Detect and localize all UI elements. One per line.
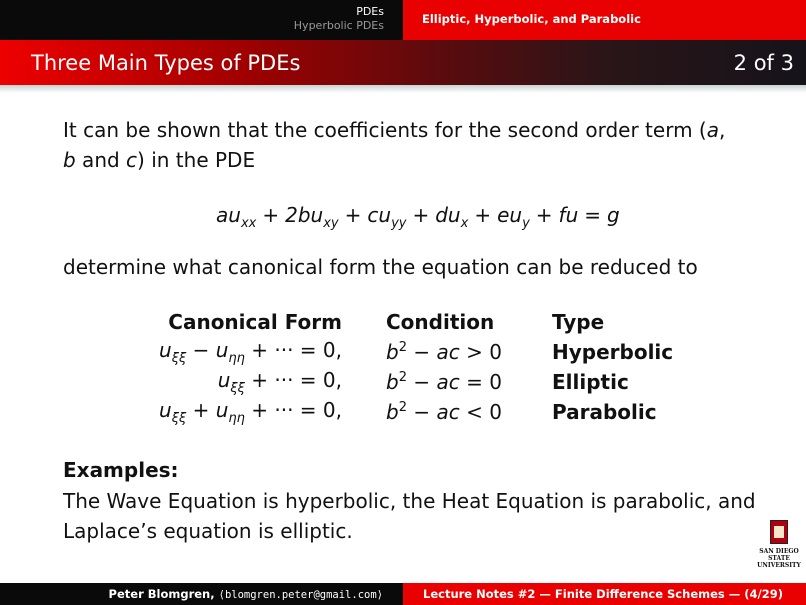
table-row-parabolic — [130, 397, 673, 427]
eq-equals: = — [584, 203, 602, 227]
footer-author — [0, 583, 403, 605]
type-cell: Parabolic — [552, 400, 657, 424]
logo-text — [756, 548, 802, 569]
sdsu-logo — [756, 520, 802, 569]
top-navigation-bar — [0, 0, 806, 40]
eq-coef: f — [558, 203, 566, 227]
type-cell: Elliptic — [552, 370, 629, 394]
eq-plus: + — [344, 203, 362, 227]
canonical-form-cell: $u_{\xi\xi}$ + ··· = 0, — [217, 368, 342, 396]
lecture-title: Lecture Notes #2 — Finite Difference Schemes — [423, 587, 725, 601]
current-topic — [403, 0, 806, 40]
page-counter: — (4/29) — [728, 587, 783, 601]
eq-plus: + — [474, 203, 492, 227]
table-header-row — [130, 307, 673, 337]
section-navigation — [0, 0, 403, 40]
eq-var: u — [509, 203, 523, 227]
eq-var: u — [310, 203, 324, 227]
examples-text: The Wave Equation is hyperbolic, the Heat Equation is parabolic, and Laplace’s equation is elliptic. — [63, 489, 756, 543]
intro-paragraph — [63, 115, 763, 175]
author-email: ⟨blomgren.peter@gmail.com⟩ — [218, 589, 383, 601]
eq-coef: 2b — [285, 203, 311, 227]
canonical-forms-table — [130, 307, 673, 427]
examples-heading: Examples: — [63, 458, 179, 482]
eq-sub: y — [522, 216, 530, 231]
table-row-elliptic — [130, 367, 673, 397]
condition-cell: $b^2$ − ac < 0 — [386, 400, 502, 424]
intro-text: It can be shown that the coefficients for the second order term ( — [63, 118, 707, 142]
determine-text: determine what canonical form the equation can be reduced to — [63, 255, 698, 279]
intro-and: and — [75, 148, 127, 172]
eq-sub: yy — [391, 216, 407, 231]
eq-plus: + — [412, 203, 430, 227]
author-name: Peter Blomgren, — [108, 587, 215, 601]
coef-c: c — [126, 148, 138, 172]
eq-var: u — [565, 203, 579, 227]
eq-sub: x — [460, 216, 469, 231]
condition-cell: $b^2$ − ac = 0 — [386, 370, 502, 394]
eq-var: u — [378, 203, 392, 227]
eq-coef: c — [367, 203, 379, 227]
footer-bar — [0, 583, 806, 605]
eq-coef: a — [216, 203, 229, 227]
eq-var: u — [447, 203, 461, 227]
coef-b: b — [63, 148, 76, 172]
eq-coef: d — [435, 203, 448, 227]
canonical-form-cell: $u_{\xi\xi} - u_{\eta\eta}$ + ··· = 0, — [159, 338, 342, 366]
header-canonical-form: Canonical Form — [168, 310, 342, 334]
canonical-form-cell: $u_{\xi\xi} + u_{\eta\eta}$ + ··· = 0, — [159, 398, 342, 426]
nav-topic-link[interactable]: Elliptic, Hyperbolic, and Parabolic — [422, 12, 641, 26]
condition-cell: $b^2$ − ac > 0 — [386, 340, 502, 364]
eq-plus: + — [535, 203, 553, 227]
header-condition: Condition — [386, 310, 495, 334]
eq-coef: e — [497, 203, 510, 227]
intro-end: ) in the PDE — [137, 148, 256, 172]
logo-line-2: UNIVERSITY — [757, 562, 801, 569]
type-cell: Hyperbolic — [552, 340, 674, 364]
title-shadow — [0, 85, 806, 93]
intro-comma: , — [718, 118, 726, 142]
eq-sub: xy — [323, 216, 339, 231]
pde-equation — [216, 203, 620, 231]
frame-title-bar — [0, 40, 806, 85]
eq-sub: xx — [240, 216, 257, 231]
nav-section-pdes[interactable]: PDEs — [356, 5, 384, 18]
eq-plus: + — [262, 203, 280, 227]
eq-rhs: g — [607, 203, 620, 227]
frame-title: Three Main Types of PDEs — [31, 51, 301, 75]
coef-a: a — [706, 118, 719, 142]
frame-page-indicator: 2 of 3 — [733, 51, 794, 75]
table-row-hyperbolic — [130, 337, 673, 367]
nav-subsection-hyperbolic[interactable]: Hyperbolic PDEs — [293, 19, 384, 32]
university-shield-icon — [770, 520, 788, 544]
footer-lecture — [403, 583, 806, 605]
logo-line-1: SAN DIEGO STATE — [759, 548, 799, 562]
header-type: Type — [552, 310, 605, 334]
eq-var: u — [228, 203, 241, 227]
